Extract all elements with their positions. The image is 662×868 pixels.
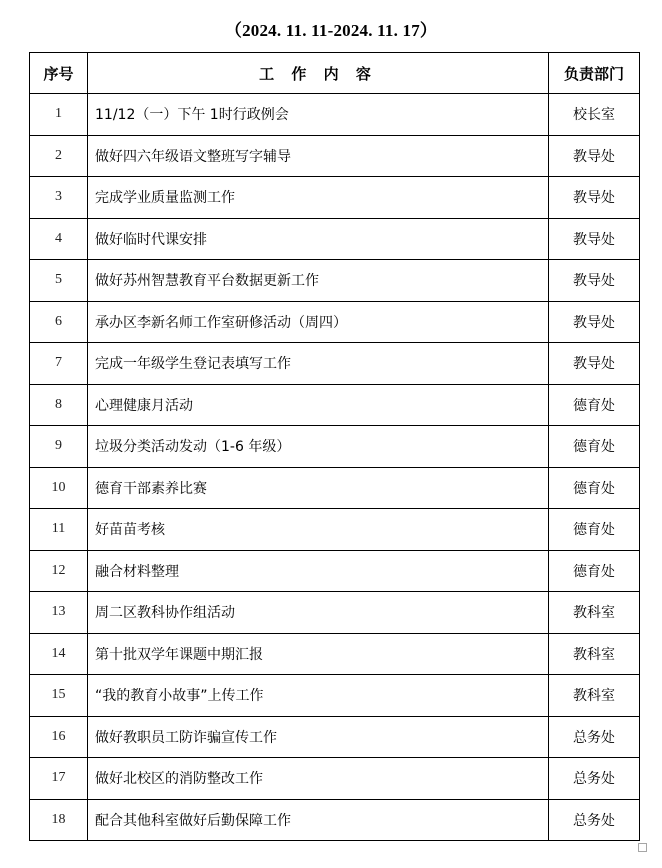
row-number: 3 (30, 177, 88, 219)
table-row (30, 384, 640, 426)
row-number: 15 (30, 675, 88, 717)
header-work-content (88, 53, 549, 94)
row-content: 做好北校区的消防整改工作 (88, 758, 549, 800)
row-content: 完成一年级学生登记表填写工作 (88, 343, 549, 385)
row-number: 13 (30, 592, 88, 634)
row-content: 心理健康月活动 (88, 384, 549, 426)
table-row (30, 550, 640, 592)
row-content: 德育干部素养比赛 (88, 467, 549, 509)
row-content: 完成学业质量监测工作 (88, 177, 549, 219)
row-number: 12 (30, 550, 88, 592)
table-row (30, 343, 640, 385)
table-row (30, 177, 640, 219)
header-serial-number: 序号 (30, 53, 88, 94)
table-row (30, 260, 640, 302)
row-content: 做好临时代课安排 (88, 218, 549, 260)
table-row (30, 758, 640, 800)
row-number: 5 (30, 260, 88, 302)
table-row (30, 218, 640, 260)
row-dept: 教导处 (549, 135, 640, 177)
row-number: 4 (30, 218, 88, 260)
table-row (30, 467, 640, 509)
row-number: 16 (30, 716, 88, 758)
row-content: 周二区教科协作组活动 (88, 592, 549, 634)
table-row (30, 799, 640, 841)
row-number: 17 (30, 758, 88, 800)
row-dept: 德育处 (549, 426, 640, 468)
date-range-title: （2024. 11. 11-2024. 11. 17） (224, 21, 438, 40)
row-dept: 总务处 (549, 716, 640, 758)
row-number: 8 (30, 384, 88, 426)
row-number: 1 (30, 94, 88, 136)
row-number: 6 (30, 301, 88, 343)
row-number: 11 (30, 509, 88, 551)
row-content: 做好四六年级语文整班写字辅导 (88, 135, 549, 177)
table-resize-handle[interactable] (638, 843, 647, 852)
row-content: 做好苏州智慧教育平台数据更新工作 (88, 260, 549, 302)
row-number: 7 (30, 343, 88, 385)
row-number: 18 (30, 799, 88, 841)
table-row (30, 94, 640, 136)
row-dept: 教导处 (549, 177, 640, 219)
row-number: 14 (30, 633, 88, 675)
row-dept: 教科室 (549, 633, 640, 675)
weekly-schedule-table (29, 52, 640, 841)
row-dept: 教导处 (549, 301, 640, 343)
row-number: 2 (30, 135, 88, 177)
table-row (30, 716, 640, 758)
table-header-row (30, 53, 640, 94)
row-content: 配合其他科室做好后勤保障工作 (88, 799, 549, 841)
row-dept: 德育处 (549, 550, 640, 592)
table-row (30, 135, 640, 177)
row-dept: 德育处 (549, 384, 640, 426)
row-dept: 教导处 (549, 260, 640, 302)
table-row (30, 675, 640, 717)
table-row (30, 592, 640, 634)
row-content: 好苗苗考核 (88, 509, 549, 551)
table-row (30, 426, 640, 468)
row-dept: 总务处 (549, 758, 640, 800)
row-dept: 校长室 (549, 94, 640, 136)
row-content: 11/12（一）下午 1时行政例会 (88, 94, 549, 136)
row-number: 9 (30, 426, 88, 468)
row-dept: 教科室 (549, 675, 640, 717)
header-work-content-label: 工 作 内 容 (259, 64, 377, 83)
row-dept: 总务处 (549, 799, 640, 841)
row-content: “我的教育小故事”上传工作 (88, 675, 549, 717)
table-row (30, 301, 640, 343)
row-content: 做好教职员工防诈骗宣传工作 (88, 716, 549, 758)
row-number: 10 (30, 467, 88, 509)
row-dept: 教科室 (549, 592, 640, 634)
row-dept: 教导处 (549, 343, 640, 385)
header-responsible-dept: 负责部门 (549, 53, 640, 94)
row-dept: 德育处 (549, 509, 640, 551)
row-dept: 德育处 (549, 467, 640, 509)
table-row (30, 509, 640, 551)
row-content: 第十批双学年课题中期汇报 (88, 633, 549, 675)
table-row (30, 633, 640, 675)
row-dept: 教导处 (549, 218, 640, 260)
row-content: 承办区李新名师工作室研修活动（周四） (88, 301, 549, 343)
row-content: 融合材料整理 (88, 550, 549, 592)
row-content: 垃圾分类活动发动（1-6 年级） (88, 426, 549, 468)
